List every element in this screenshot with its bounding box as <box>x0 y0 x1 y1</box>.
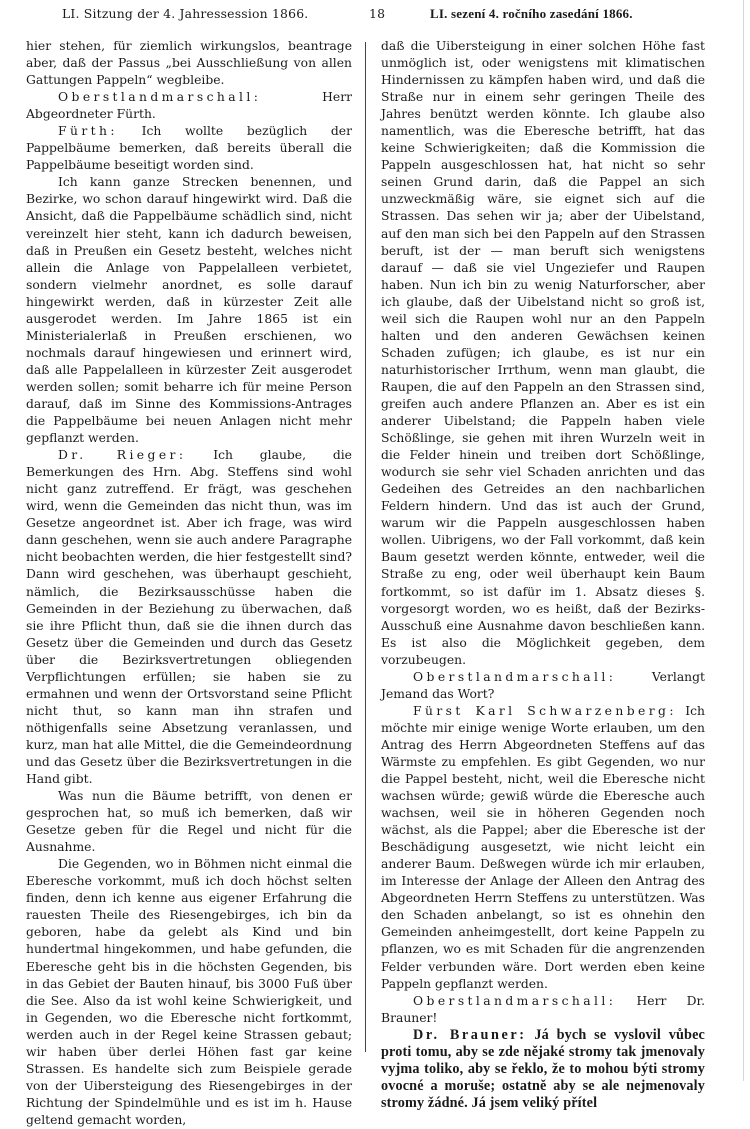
speaker-name: Fürst Karl Schwarzenberg: <box>413 703 677 718</box>
speech-text: Ich glaube, die Bemerkungen des Hrn. Abg. Steffens sind wohl nicht ganz zutreffend. Er frägt, was geschehen wird, wenn die Gemeinden das nicht thun, was im Gesetze angeordnet ist. Aber ich frage, was wird dann geschehen, wenn sie auch andere Paragraphe nicht beobachten werden, die hier festgestellt sind? Dann wird geschehen, was überhaupt geschieht, nämlich, die Bezirksausschüsse haben die Gemeinden in der Beziehung zu überwachen, daß sie ihre Pflicht thun, daß sie die ihnen durch das Gesetz über die Gemeinden und durch das Gesetz über die Bezirksvertretungen obliegenden Verpflichtungen erfüllen; sie haben sie zu ermahnen und wenn der Ortsvorstand seine Pflicht nicht thut, so kann man ihn strafen und nöthigenfalls seine Absetzung veranlassen, und kurz, man hat alle Mittel, die die Gemeindeordnung und das Gesetz über die Bezirksvertretungen in die Hand gibt. <box>26 448 352 787</box>
speaker-name: Oberstlandmarschall: <box>413 993 617 1008</box>
page-edge-line <box>743 0 744 1081</box>
paragraph-text: hier stehen, für ziemlich wirkungslos, beantrage aber, daß der Passus „bei Ausschließung von allen Gattungen Pappeln“ wegbleibe. <box>26 39 352 88</box>
header-czech: LI. sezení 4. ročního zasedání 1866. <box>430 6 633 21</box>
speech-paragraph <box>381 993 705 1027</box>
left-column <box>26 38 352 1129</box>
paragraph <box>26 38 352 89</box>
speech-text: Ich möchte mir einige wenige Worte erlauben, um den Antrag des Herrn Abgeordneten Steffens auf das Wärmste zu empfehlen. Es gibt Gegenden, wo nur die Pappel besteht, nicht, weil die Eberesche nicht wachsen würde; gewiß würde die Eberesche auch wachsen, weil sie in höheren Gegenden noch wächst, als die Pappel; aber die Eberesche ist der Beschädigung ausgesetzt, wie nicht leicht ein anderer Baum. Deßwegen würde ich mir erlauben, im Interesse der Anlage der Alleen den Antrag des Abgeordneten Herrn Steffens zu unterstützen. Was den Schaden anbelangt, so ist es ohnehin den Gemeinden anheimgestellt, dort keine Pappeln zu pflanzen, wo es mit Schaden für die angrenzenden Felder verbunden wäre. Dort werden eben keine Pappeln gepflanzt werden. <box>381 703 705 991</box>
paragraph-text: daß die Uibersteigung in einer solchen Höhe fast unmöglich ist, oder wenigstens mit klimatischen Hindernissen zu kämpfen haben wird, und daß die Straße nur in einem sehr geringen Theile des Jahres benützt werden könnte. Ich glaube also namentlich, was die Eberesche betrifft, hat das keine Schwierigkeiten; daß die Kommission die Pappeln ausgeschlossen hat, hat nicht so sehr seinen Grund darin, daß die Pappel an sich unzweckmäßig wäre, sie eignet sich auf die Strassen. Das sehen wir ja; aber der Uibelstand, auf den man sich bei den Pappeln auf den Strassen beruft, ist der — man beruft sich wenigstens darauf — daß sie viel Ungeziefer und Raupen haben. Nun ich bin zu wenig Naturforscher, aber ich glaube, daß der Uibelstand nicht so groß ist, weil sich die Raupen wohl nur an den Pappeln halten und den anderen Gewächsen keinen Schaden zufügen; ich glaube, es ist nur ein naturhistorischer Irrthum, wenn man glaubt, die Raupen, die auf den Pappeln an den Strassen sind, greifen auch andere Pflanzen an. Aber es ist ein anderer Uibelstand; die Pappeln haben viele Schößlinge, sie gehen mit ihren Wurzeln weit in die Felder hinein und treiben dort Schößlinge, wodurch sie sehr viel Schaden anrichten und das Gedeihen des Getreides an den nachbarlichen Feldern hindern. Und das ist auch der Grund, warum wir die Pappeln ausgeschlossen haben wollen. Uibrigens, wo der Fall vorkommt, daß kein Baum gesetzt werden könnte, entweder, weil die Straße zu eng, oder weil überhaupt kein Baum fortkommt, so ist dafür im 1. Absatz dieses §. vorgesorgt worden, wo es heißt, daß der Bezirks-Ausschuß eine Ausnahme davon beschließen kann. Es ist also die Möglichkeit gegeben, dem vorzubeugen. <box>381 39 705 667</box>
speech-text: Ich wollte bezüglich der Pappelbäume bemerken, daß bereits überall die Pappelbäume beseitigt worden sind. <box>26 124 352 173</box>
speech-paragraph-czech <box>381 1027 705 1112</box>
speech-text: Herr Dr. Brauner! <box>381 993 705 1025</box>
right-column <box>381 38 705 1112</box>
paragraph <box>26 856 352 1129</box>
paragraph-text: Was nun die Bäume betrifft, von denen er gesprochen hat, so muß ich bemerken, daß wir Gesetze geben für die Regel und nicht für die Ausnahme. <box>26 789 352 855</box>
speech-paragraph <box>26 123 352 174</box>
paragraph <box>26 174 352 447</box>
speaker-name: Fürth: <box>58 124 118 139</box>
column-divider <box>365 42 366 1052</box>
running-header <box>0 6 750 24</box>
speaker-name: Oberstlandmarschall: <box>413 669 617 684</box>
speech-paragraph <box>26 447 352 788</box>
paragraph <box>381 38 705 669</box>
paragraph-text: Die Gegenden, wo in Böhmen nicht einmal die Eberesche vorkommt, muß ich doch höchst selten finden, denn ich kenne aus eigener Erfahrung die rauesten Theile des Riesengebirges, ich bin da geboren, habe da gelebt als Kind und bin hundertmal hingekommen, und habe gefunden, die Eberesche geht bis in die höchsten Gegenden, bis in das Gebiet der Bauten hinauf, bis 3000 Fuß über die See. Also da ist wohl keine Schwierigkeit, und in Gegenden, wo die Eberesche nicht fortkommt, werden auch in der Regel keine Strassen gebaut; wir haben über derlei Höhen fast gar keine Strassen. Es handelte sich zum Beispiele gerade von der Uibersteigung des Riesengebirges in der Richtung der Spindelmühle und es ist im h. Hause geltend gemacht worden, <box>26 857 352 1127</box>
speech-paragraph <box>381 703 705 993</box>
speaker-name: Oberstlandmarschall: <box>58 90 262 105</box>
paragraph <box>26 788 352 856</box>
page-number: 18 <box>369 6 386 21</box>
speaker-name: Dr. Brauner: <box>413 1026 527 1043</box>
speech-text: Verlangt Jemand das Wort? <box>381 669 705 701</box>
header-german: LI. Sitzung der 4. Jahressession 1866. <box>62 6 309 21</box>
speech-paragraph <box>381 669 705 703</box>
speech-paragraph <box>26 89 352 123</box>
speaker-name: Dr. Rieger: <box>58 448 187 463</box>
speech-text: Herr Abgeordneter Fürth. <box>26 90 352 122</box>
paragraph-text: Ich kann ganze Strecken benennen, und Bezirke, wo schon darauf hingewirkt wird. Daß die Ansicht, daß die Pappelbäume schädlich sind, nicht vereinzelt hier steht, kann ich dadurch beweisen, daß in Preußen ein Gesetz besteht, welches nicht allein die Anlage von Pappelalleen verbietet, sondern vielmehr anordnet, es solle darauf hingewirkt werden, daß in kürzester Zeit alle ausgerodet werden. Im Jahre 1865 ist ein Ministerialerlaß in Preußen erschienen, wo nochmals darauf hingewiesen und erinnert wird, daß alle Pappelalleen in kürzester Zeit ausgerodet werden sollen; somit beharre ich für meine Person darauf, daß im Sinne des Kommissions-Antrages die Pappelbäume bei neuen Anlagen nicht mehr gepflanzt werden. <box>26 175 352 446</box>
speech-text: Já bych se vyslovil vůbec proti tomu, aby se zde nějaké stromy tak jmenovaly vyjma toliko, aby se řeklo, že to mohou býti stromy ovocné a moruše; ostatně aby se ale nejmenovaly stromy žádné. Já jsem veliký přítel <box>381 1026 705 1111</box>
